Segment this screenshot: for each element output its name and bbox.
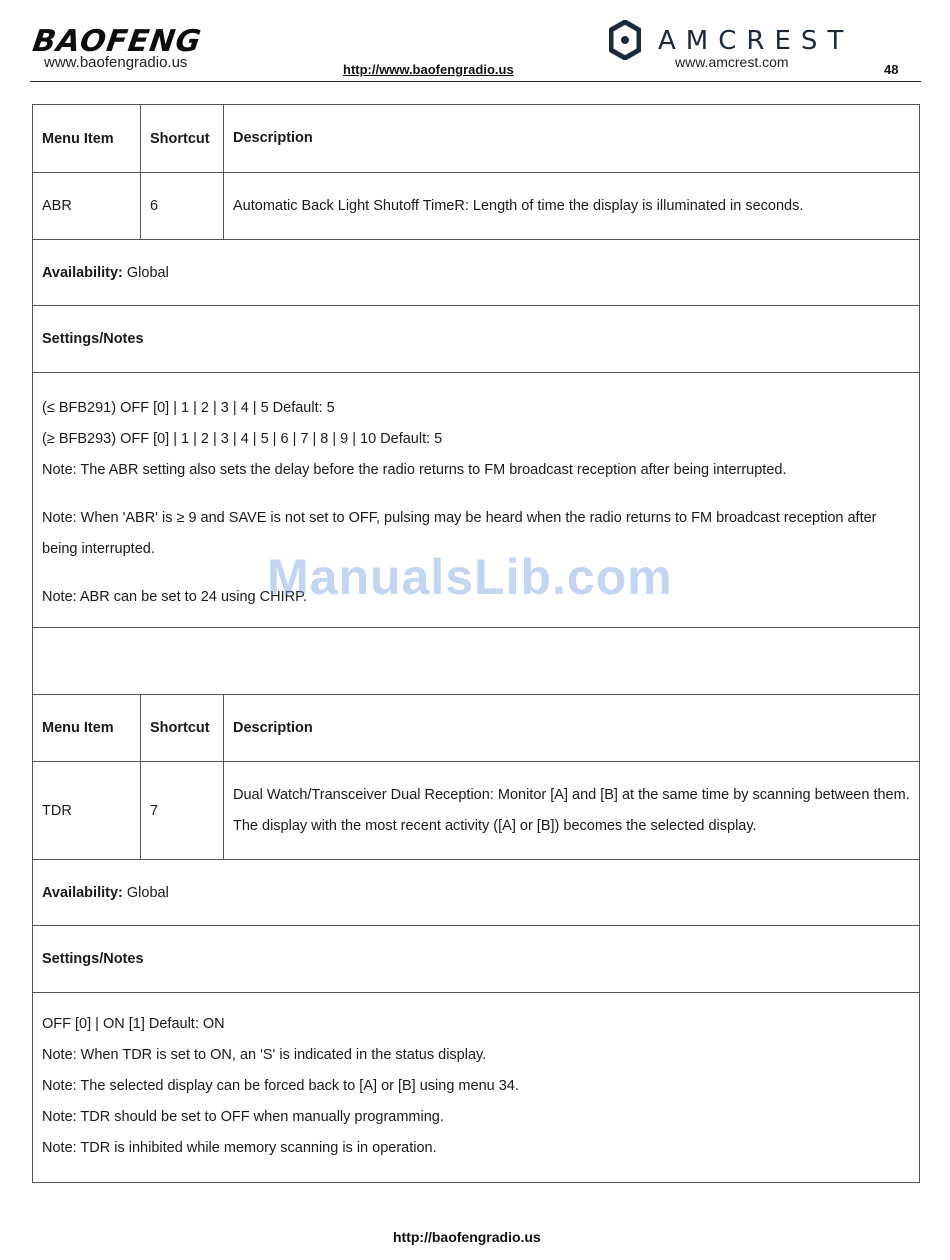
menu-table-tdr: [32, 695, 920, 1183]
note-line: Note: The selected display can be forced back to [A] or [B] using menu 34.: [42, 1078, 519, 1094]
table-row: [32, 173, 920, 240]
baofeng-url[interactable]: www.baofengradio.us: [44, 54, 188, 71]
menu-table-abr: [32, 104, 920, 695]
availability-label: Availability:: [42, 884, 123, 901]
note-line: Note: The ABR setting also sets the delay before the radio returns to FM broadcast reception after being interrupted.: [42, 462, 787, 478]
col-menu-item: Menu Item: [42, 720, 114, 736]
amcrest-url[interactable]: www.amcrest.com: [675, 54, 789, 70]
settings-notes: [33, 373, 919, 613]
col-menu-item: Menu Item: [42, 130, 114, 147]
description-value: Automatic Back Light Shutoff TimeR: Length of time the display is illuminated in seconds.: [223, 173, 919, 239]
note-line: Note: When TDR is set to ON, an 'S' is indicated in the status display.: [42, 1047, 487, 1063]
amcrest-logo: AMCREST: [658, 26, 854, 56]
note-line: Note: TDR should be set to OFF when manually programming.: [42, 1109, 444, 1125]
settings-header-row: [32, 926, 920, 993]
settings-notes-row: [32, 993, 920, 1183]
col-shortcut: Shortcut: [140, 105, 223, 172]
menu-item-value: TDR: [42, 802, 72, 819]
watermark: ManualsLib.com: [267, 549, 673, 605]
table-header-row: [32, 695, 920, 762]
col-description: Description: [223, 105, 919, 172]
settings-label: Settings/Notes: [42, 951, 144, 967]
note-line: Note: When 'ABR' is ≥ 9 and SAVE is not set to OFF, pulsing may be heard when the radio returns to FM broadcast reception after being interrupted.: [42, 510, 877, 557]
availability-value: Global: [126, 264, 169, 281]
note-line: (≥ BFB293) OFF [0] | 1 | 2 | 3 | 4 | 5 | 6 | 7 | 8 | 9 | 10 Default: 5: [42, 431, 443, 447]
settings-header-row: [32, 306, 920, 373]
availability-label: Availability:: [42, 264, 123, 281]
menu-item-value: ABR: [42, 198, 72, 214]
settings-label: Settings/Notes: [42, 331, 144, 347]
availability-value: Global: [126, 884, 169, 901]
page-number: 48: [884, 62, 899, 77]
shortcut-value: 7: [140, 762, 223, 859]
baofeng-logo: BAOFENG: [30, 24, 204, 59]
col-description: Description: [223, 695, 919, 761]
header-link[interactable]: http://www.baofengradio.us: [343, 62, 514, 77]
availability-row: [32, 860, 920, 926]
note-line: Note: ABR can be set to 24 using CHIRP.: [42, 589, 307, 605]
page-header: [0, 0, 950, 86]
shortcut-value: 6: [140, 173, 223, 239]
settings-notes: [33, 993, 919, 1164]
header-divider: [30, 81, 921, 82]
note-line: OFF [0] | ON [1] Default: ON: [42, 1016, 225, 1032]
availability-row: [32, 240, 920, 306]
description-value: Dual Watch/Transceiver Dual Reception: Monitor [A] and [B] at the same time by scanning between them. The display with the most recent activity ([A] or [B]) becomes the selected display.: [223, 762, 919, 859]
table-row: [32, 762, 920, 860]
col-shortcut: Shortcut: [140, 695, 223, 761]
note-line: Note: TDR is inhibited while memory scanning is in operation.: [42, 1140, 437, 1156]
note-line: (≤ BFB291) OFF [0] | 1 | 2 | 3 | 4 | 5 Default: 5: [42, 400, 335, 416]
footer-url[interactable]: http://baofengradio.us: [393, 1229, 541, 1245]
table-header-row: [32, 104, 920, 173]
spacer-row: [32, 628, 920, 695]
amcrest-hexagon-icon: [609, 20, 641, 60]
settings-notes-row: [32, 373, 920, 628]
